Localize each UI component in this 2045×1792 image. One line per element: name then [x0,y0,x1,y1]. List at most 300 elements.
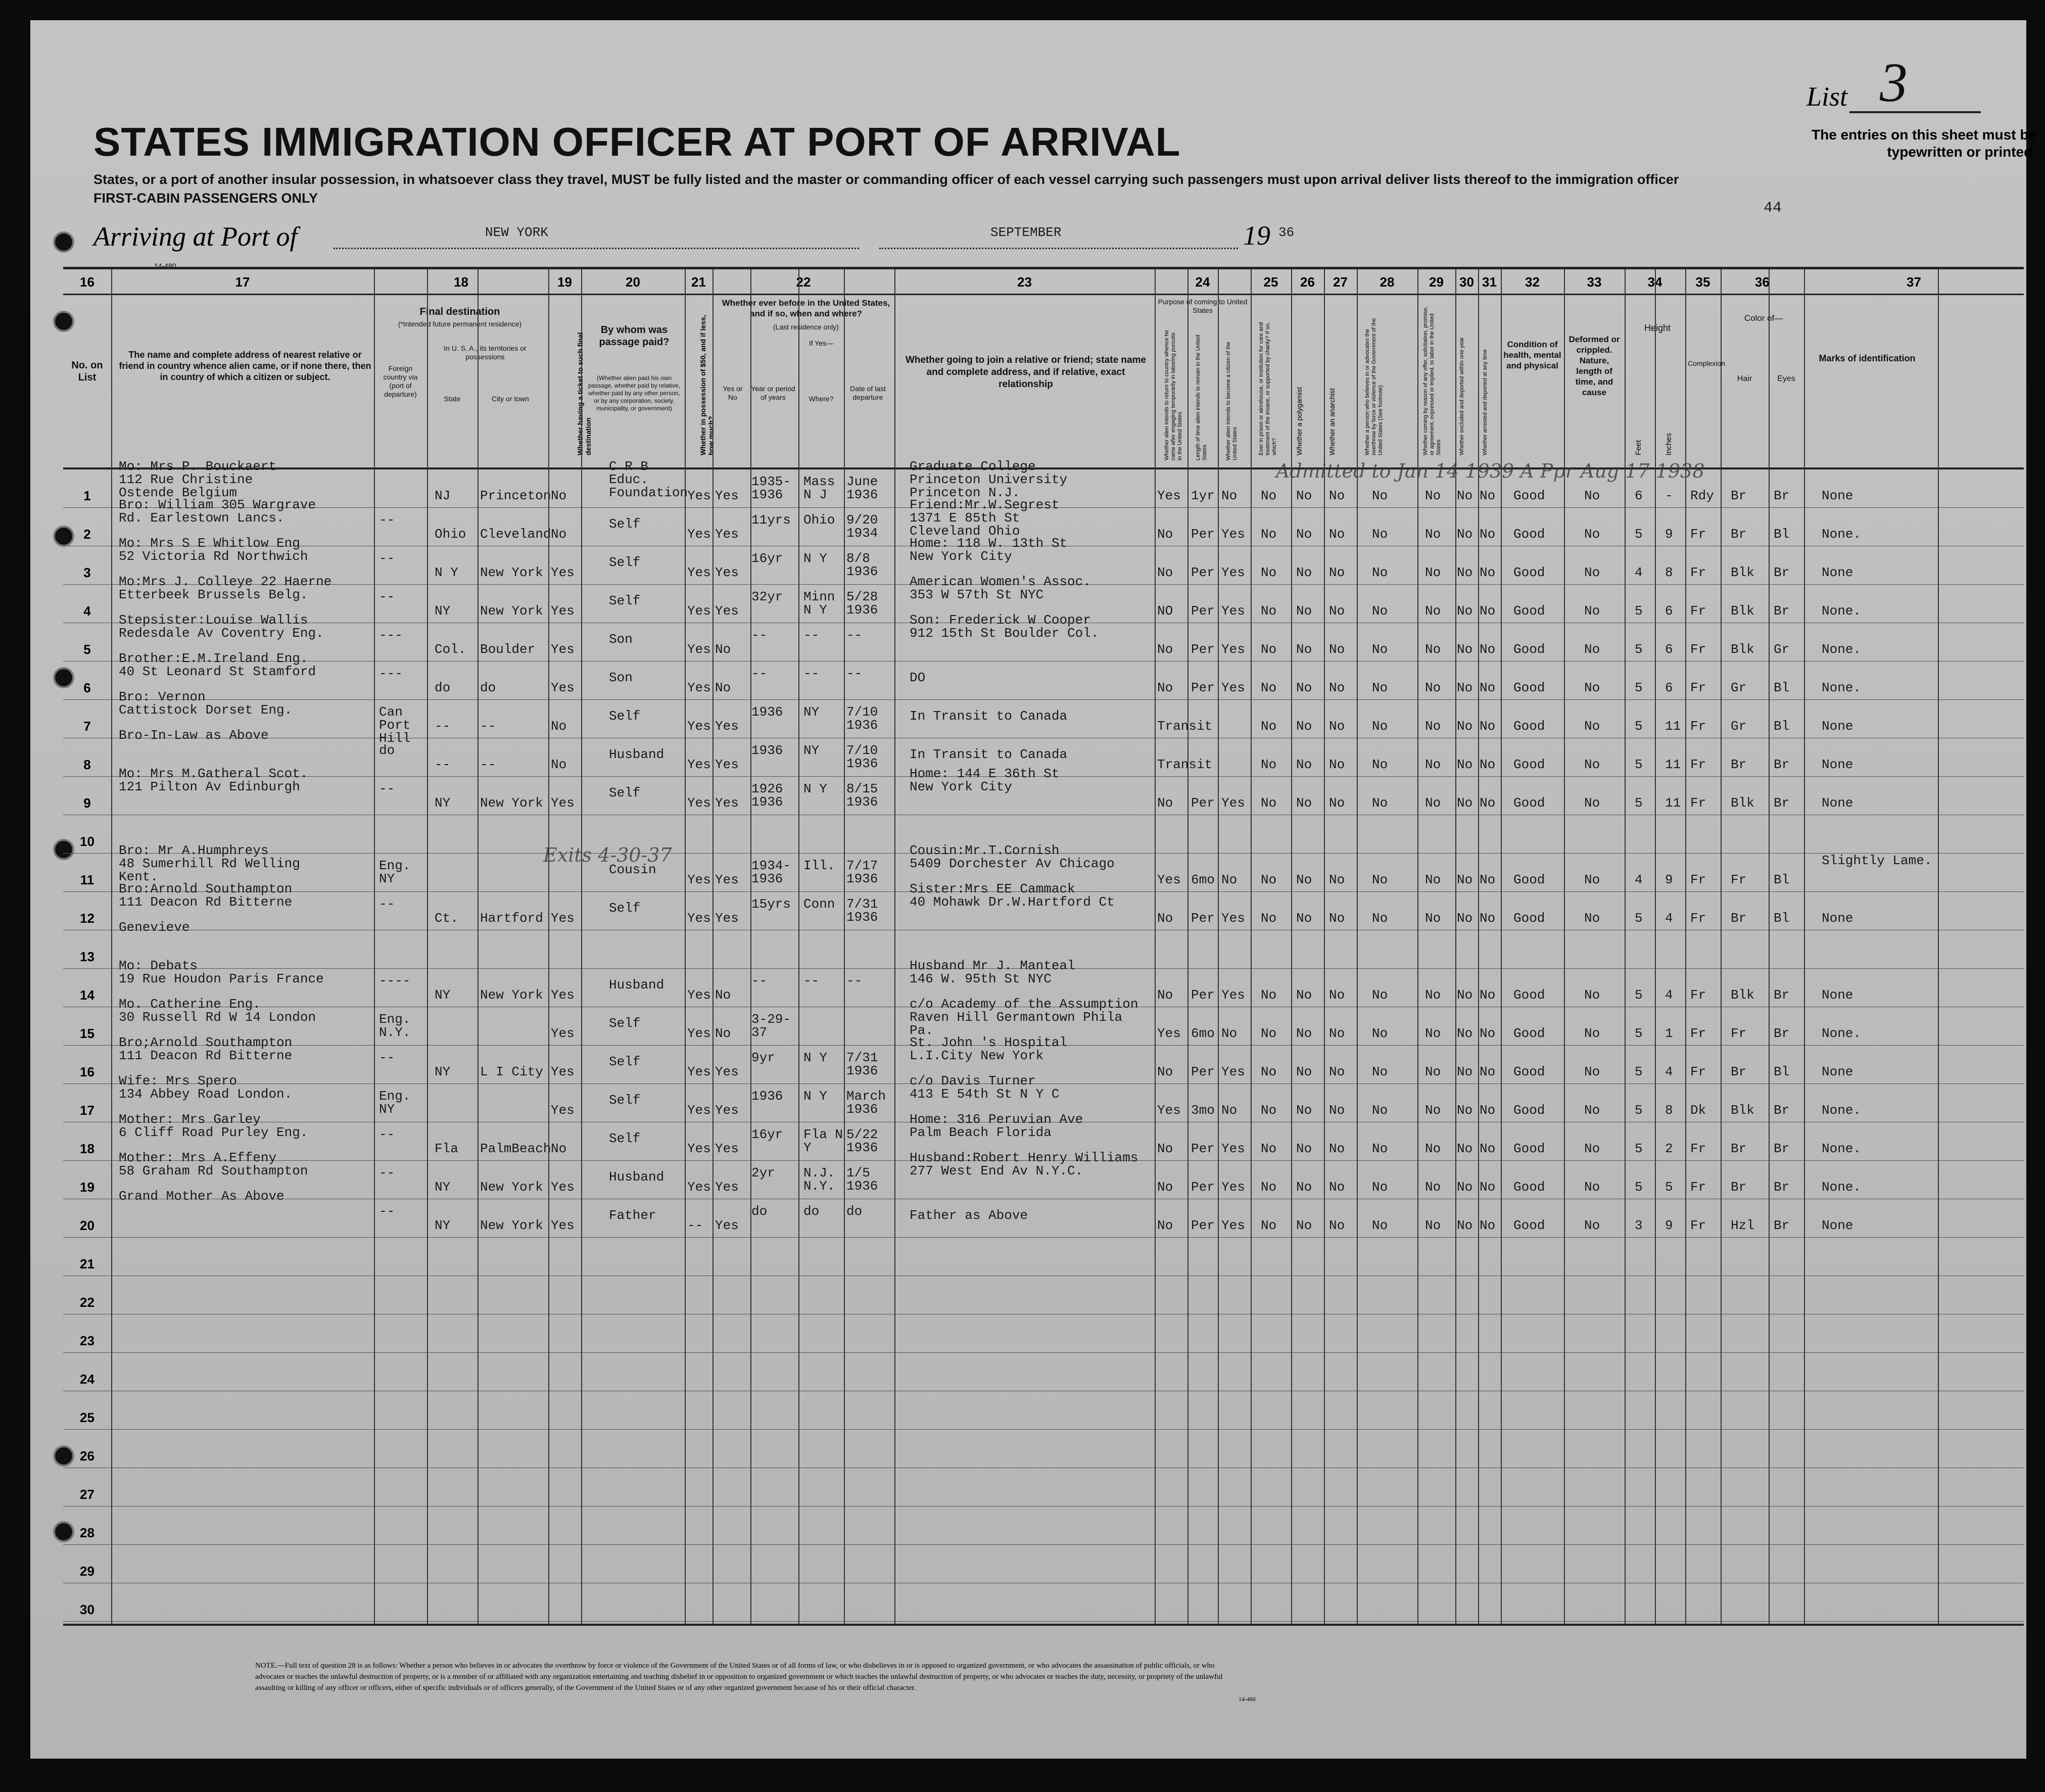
hair: Br [1731,757,1747,772]
hair: Blk [1731,642,1754,657]
relative-address: Wife: Mrs Spero [119,1073,237,1089]
q29: No [1425,603,1441,619]
q31: No [1480,1180,1496,1195]
page-title: STATES IMMIGRATION OFFICER AT PORT OF ARRIVAL [93,119,1181,164]
passage-paid-by: Self [609,593,641,608]
column-number: 34 [1647,274,1662,290]
purpose-return: No [1157,680,1173,695]
hair: Br [1731,1141,1747,1156]
health: Good [1513,795,1545,811]
complexion: Fr [1690,911,1706,926]
q29: No [1425,719,1441,734]
hair: Hzl [1731,1218,1754,1233]
city: New York [480,565,543,580]
q28: No [1372,1026,1388,1041]
city: Hartford [480,911,543,926]
city: PalmBeach [480,1141,551,1156]
purpose-citizen: Yes [1221,642,1245,657]
anarchist: No [1329,680,1345,695]
height-feet: 5 [1635,911,1643,926]
q31: No [1480,987,1496,1003]
complexion: Fr [1690,642,1706,657]
before-yes-no: Yes [715,527,739,542]
height-inches: 11 [1665,719,1681,734]
state: NY [435,1180,451,1195]
before-where: Minn N Y [803,589,835,618]
q28: No [1372,603,1388,619]
before-years: 2yr [751,1165,775,1181]
q31: No [1480,1141,1496,1156]
money: Yes [687,1064,711,1079]
state: Ct. [435,911,458,926]
joining-relative: New York City [910,549,1012,564]
height-inches: 11 [1665,757,1681,772]
prison: No [1261,911,1277,926]
height-inches: 6 [1665,642,1673,657]
before-where: N Y [803,781,827,796]
column-number: 18 [454,274,468,290]
before-years: 1936 [751,1089,783,1104]
column-rule [1455,269,1456,1624]
column-number: 31 [1482,274,1497,290]
header-color-of: Color of— [1744,313,1783,323]
foreign-country: Eng. NY [379,858,411,886]
row-number: 26 [80,1448,94,1464]
before-where: Fla N Y [803,1127,843,1155]
before-years: 3-29-37 [751,1012,791,1040]
deformed: No [1584,1064,1600,1079]
prison: No [1261,719,1277,734]
relative-address: 134 Abbey Road London. [119,1087,293,1102]
row-number: 13 [80,949,94,964]
passage-paid-by: Self [609,1131,641,1146]
column-rule [1564,269,1565,1624]
city: L I City [480,1064,543,1079]
port-value: NEW YORK [485,225,548,240]
deformed: No [1584,911,1600,926]
hair: Blk [1731,1103,1754,1118]
table-row [63,1237,2024,1276]
relative-address: 19 Rue Houdon Paris France [119,971,324,986]
q29: No [1425,911,1441,926]
purpose-return: No [1157,1180,1173,1195]
purpose-return: Yes [1157,1026,1181,1041]
purpose-return: Yes [1157,1103,1181,1118]
eyes: Br [1774,565,1790,580]
before-years: -- [751,628,768,643]
table-row [63,689,2024,746]
header-q31: Whether arrested and deported at any time [1482,349,1488,455]
prison: No [1261,987,1277,1003]
city: Princeton [480,488,551,503]
health: Good [1513,527,1545,542]
anarchist: No [1329,795,1345,811]
marks: None. [1822,1180,1862,1195]
health: Good [1513,987,1545,1003]
table-row [63,1352,2024,1391]
eyes: Bl [1774,1064,1790,1079]
purpose-length: Per [1191,603,1215,619]
table-row [63,1314,2024,1353]
before-yes-no: Yes [715,1218,739,1233]
deformed: No [1584,1180,1600,1195]
anarchist: No [1329,565,1345,580]
header-eyes: Eyes [1777,374,1795,383]
departure-date: 7/10 1936 [846,743,878,771]
marks: None. [1822,1103,1862,1118]
q31: No [1480,527,1496,542]
purpose-citizen: Yes [1221,911,1245,926]
column-number: 23 [1017,274,1032,290]
before-where: Conn [803,897,835,912]
joining-relative: Raven Hill Germantown Phila [910,1010,1123,1025]
column-number: 30 [1459,274,1474,290]
anarchist: No [1329,603,1345,619]
money: Yes [687,642,711,657]
eyes: Br [1774,795,1790,811]
relative-address: Mo:Mrs J. Colleye 22 Haerne [119,574,332,589]
list-underline [1849,111,1981,113]
deformed: No [1584,1103,1600,1118]
header-q29: Whether coming by reason of any offer, solicitation, promise, or agreement, expressed or implied, to labor in the United States [1422,306,1442,455]
deformed: No [1584,795,1600,811]
before-yes-no: Yes [715,1103,739,1118]
hair: Gr [1731,680,1747,695]
relative-address: 48 Sumerhill Rd Welling [119,856,300,871]
q29: No [1425,680,1441,695]
deformed: No [1584,603,1600,619]
row-number: 10 [80,834,94,849]
footnote-text: NOTE.—Full text of question 28 is as follows: Whether a person who believes in or advocates the overthrow by force or violence of the Government of the United States or of all forms of law, or who disbelieves in or is opposed to organized government, or who advocates the assassination of public officials, or who advocates or teaches the unlawful destruction of property, or is a member of or affiliated with any organization entertaining and teaching disbelief in or opposition to organized government or which teaches the unlawful destruction of property, or who advocates or teaches the duty, necessity, or propriety of the unlawful assaulting or killing of any officer or officers, either of specific individuals or of officers generally, of the Government of the United States or of any other organized government because of his or their official character. [255,1662,1223,1692]
header-marks: Marks of identification [1819,353,1916,363]
joining-relative: Palm Beach Florida [910,1125,1052,1140]
column-number: 33 [1587,274,1602,290]
row-number: 4 [83,603,91,619]
column-number: 26 [1300,274,1315,290]
q28: No [1372,987,1388,1003]
foreign-country: Eng. NY [379,1089,411,1117]
eyes: Br [1774,1180,1790,1195]
header-if-yes: If Yes— [809,339,834,347]
marks: None. [1822,680,1862,695]
relative-address: 121 Pilton Av Edinburgh [119,779,300,794]
prison: No [1261,680,1277,695]
q28: No [1372,1218,1388,1233]
anarchist: No [1329,527,1345,542]
row-number: 24 [80,1372,94,1387]
eyes: Br [1774,1218,1790,1233]
money: -- [687,1218,703,1233]
joining-relative: 146 W. 95th St NYC [910,971,1052,986]
table-row [63,612,2024,662]
height-inches: - [1665,488,1673,503]
height-feet: 5 [1635,1103,1643,1118]
height-feet: 5 [1635,1141,1643,1156]
ticket: Yes [551,642,575,657]
before-yes-no: No [715,987,731,1003]
city: New York [480,795,543,811]
row-number: 11 [80,872,94,887]
header-hair: Hair [1737,374,1752,383]
footnote-form-code: 14-480 [1239,1695,1256,1703]
state: -- [435,757,451,772]
column-rule [1655,269,1656,1624]
table-row [63,1544,2024,1583]
before-years: 1935-1936 [751,474,791,502]
before-yes-no: Yes [715,1180,739,1195]
q29: No [1425,1141,1441,1156]
deformed: No [1584,488,1600,503]
row-number: 17 [80,1103,94,1118]
departure-date: 7/31 1936 [846,1050,878,1078]
relative-address: 30 Russell Rd W 14 London [119,1010,316,1025]
anarchist: No [1329,872,1345,887]
passage-paid-by: Self [609,1016,641,1031]
year-value: 36 [1278,225,1295,240]
complexion: Fr [1690,1064,1706,1079]
hair: Blk [1731,795,1754,811]
marks: None. [1822,1141,1862,1156]
state: NY [435,1064,451,1079]
marks: Slightly Lame. [1822,853,1932,868]
passage-paid-by: Husband [609,747,664,762]
joining-relative: St. John 's Hospital [910,1035,1068,1050]
column-rule [1291,269,1292,1624]
table-row [63,881,2024,930]
hair: Br [1731,1064,1747,1079]
column-rule [1155,269,1156,1624]
polygamist: No [1296,987,1312,1003]
purpose-length: Per [1191,1064,1215,1079]
header-complexion: Complexion [1688,359,1725,367]
money: Yes [687,795,711,811]
state: do [435,680,451,695]
ticket: No [551,527,567,542]
joining-relative: Father as Above [910,1208,1028,1223]
prison: No [1261,1103,1277,1118]
column-number: 37 [1907,274,1921,290]
anarchist: No [1329,757,1345,772]
row-number: 2 [83,527,91,542]
purpose-citizen: Yes [1221,527,1245,542]
purpose-length: 1yr [1191,488,1215,503]
header-foreign-country: Foreign country via (port of departure) [383,364,418,398]
city: New York [480,1218,543,1233]
relative-address: Cattistock Dorset Eng. [119,702,293,718]
row-number: 23 [80,1333,94,1348]
health: Good [1513,1026,1545,1041]
marks: None [1822,795,1853,811]
column-number: 19 [557,274,572,290]
eyes: Bl [1774,719,1790,734]
city: Boulder [480,642,536,657]
foreign-country: Can Port Hill [379,704,411,746]
header-purpose-return: Whether alien intends to return to country whence he came after engaging temporarily in laboring pursuits in the United States [1164,329,1183,460]
row-number: 14 [80,987,94,1003]
ticket: Yes [551,1180,575,1195]
state: Ohio [435,527,466,542]
prison: No [1261,488,1277,503]
before-where: -- [803,973,820,988]
city: do [480,680,496,695]
city: -- [480,757,496,772]
q30: No [1457,795,1473,811]
foreign-country: -- [379,1127,395,1142]
q30: No [1457,872,1473,887]
relative-address: Ostende Belgium [119,485,237,500]
marks: None [1822,987,1853,1003]
q31: No [1480,795,1496,811]
before-where: NY [803,743,820,758]
column-rule [374,269,375,1624]
joining-relative: Home: 316 Peruvian Ave [910,1112,1083,1127]
q31: No [1480,1064,1496,1079]
column-number: 24 [1195,274,1210,290]
health: Good [1513,719,1545,734]
before-yes-no: No [715,642,731,657]
height-inches: 1 [1665,1026,1673,1041]
hair: Br [1731,1180,1747,1195]
purpose-citizen: No [1221,872,1238,887]
health: Good [1513,1180,1545,1195]
deformed: No [1584,872,1600,887]
city: -- [480,719,496,734]
purpose-length: Per [1191,1218,1215,1233]
q31: No [1480,911,1496,926]
column-rule [844,269,845,1624]
row-number: 27 [80,1487,94,1502]
departure-date: 5/28 1936 [846,589,878,618]
q31: No [1480,1218,1496,1233]
relative-address: Redesdale Av Coventry Eng. [119,626,324,641]
before-where: NY [803,704,820,720]
q31: No [1480,603,1496,619]
q30: No [1457,987,1473,1003]
departure-date: 5/22 1936 [846,1127,878,1155]
header-final-destination: Final destination [419,306,500,317]
height-feet: 5 [1635,719,1643,734]
state: -- [435,719,451,734]
before-where: N Y [803,551,827,566]
joining-relative: In Transit to Canada [910,709,1068,724]
purpose-citizen: Yes [1221,1141,1245,1156]
relative-address: Mo: Mrs M.Gatheral Scot. [119,766,308,781]
deformed: No [1584,565,1600,580]
purpose-length: 6mo [1191,1026,1215,1041]
header-ticket: Whether having a ticket to such final destination [576,332,592,455]
form-code: 14-480 [154,262,176,270]
before-where: Ill. [803,858,835,873]
relative-address: Mo. Catherine Eng. [119,997,261,1012]
column-number: 36 [1755,274,1770,290]
prison: No [1261,872,1277,887]
q31: No [1480,1026,1496,1041]
height-inches: 9 [1665,1218,1673,1233]
prison: No [1261,603,1277,619]
foreign-country: Eng. N.Y. [379,1012,411,1040]
q29: No [1425,642,1441,657]
money: Yes [687,565,711,580]
foreign-country: ---- [379,973,411,988]
state: NY [435,1218,451,1233]
polygamist: No [1296,872,1312,887]
eyes: Br [1774,1141,1790,1156]
relative-address: Mother: Mrs Garley [119,1112,261,1127]
purpose-citizen: Yes [1221,565,1245,580]
q30: No [1457,719,1473,734]
health: Good [1513,642,1545,657]
column-rule [1478,269,1479,1624]
departure-date: 9/20 1934 [846,512,878,541]
departure-date: 7/17 1936 [846,858,878,886]
health: Good [1513,1064,1545,1079]
header-inches: Inches [1664,433,1673,455]
state: NY [435,987,451,1003]
joining-relative: Princeton University [910,472,1068,487]
table-row [63,1583,2024,1622]
column-number: 25 [1263,274,1278,290]
binding-hole [53,231,74,253]
port-line [334,248,859,249]
relative-address: Bro:Arnold Southampton [119,881,293,897]
before-years: 1926 1936 [751,781,783,810]
prison: No [1261,1180,1277,1195]
q29: No [1425,1180,1441,1195]
relative-address: 111 Deacon Rd Bitterne [119,894,293,910]
table-row [63,1276,2024,1314]
anarchist: No [1329,1103,1345,1118]
q30: No [1457,603,1473,619]
height-inches: 8 [1665,565,1673,580]
relative-address: Bro: William 305 Wargrave [119,497,316,512]
q31: No [1480,680,1496,695]
header-height: Height [1644,323,1671,333]
purpose-length: Per [1191,795,1215,811]
marks: None. [1822,603,1862,619]
header-before-note: (Last residence only) [773,323,839,331]
header-city: City or town [492,395,529,403]
before-yes-no: Yes [715,757,739,772]
q30: No [1457,680,1473,695]
eyes: Br [1774,1103,1790,1118]
column-rule [1938,269,1939,1624]
height-inches: 4 [1665,911,1673,926]
column-rule [1417,269,1418,1624]
health: Good [1513,1103,1545,1118]
marks: None. [1822,527,1862,542]
column-number: 17 [235,274,250,290]
q29: No [1425,1103,1441,1118]
height-inches: 6 [1665,603,1673,619]
column-rule [1721,269,1722,1624]
before-where: N Y [803,1089,827,1104]
before-years: 1934-1936 [751,858,791,886]
health: Good [1513,488,1545,503]
polygamist: No [1296,527,1312,542]
polygamist: No [1296,680,1312,695]
height-feet: 4 [1635,565,1643,580]
foreign-country: -- [379,1204,395,1219]
q29: No [1425,872,1441,887]
q28: No [1372,1103,1388,1118]
header-passage-note: (Whether alien paid his own passage, whether paid by relative, whether paid by any other person, or by any corporation, society, municipality, or government) [588,374,681,412]
money: Yes [687,911,711,926]
height-feet: 3 [1635,1218,1643,1233]
footnote [255,1660,1256,1703]
marks: None [1822,565,1853,580]
before-years: 32yr [751,589,783,604]
year-prefix: 19 [1243,220,1270,251]
